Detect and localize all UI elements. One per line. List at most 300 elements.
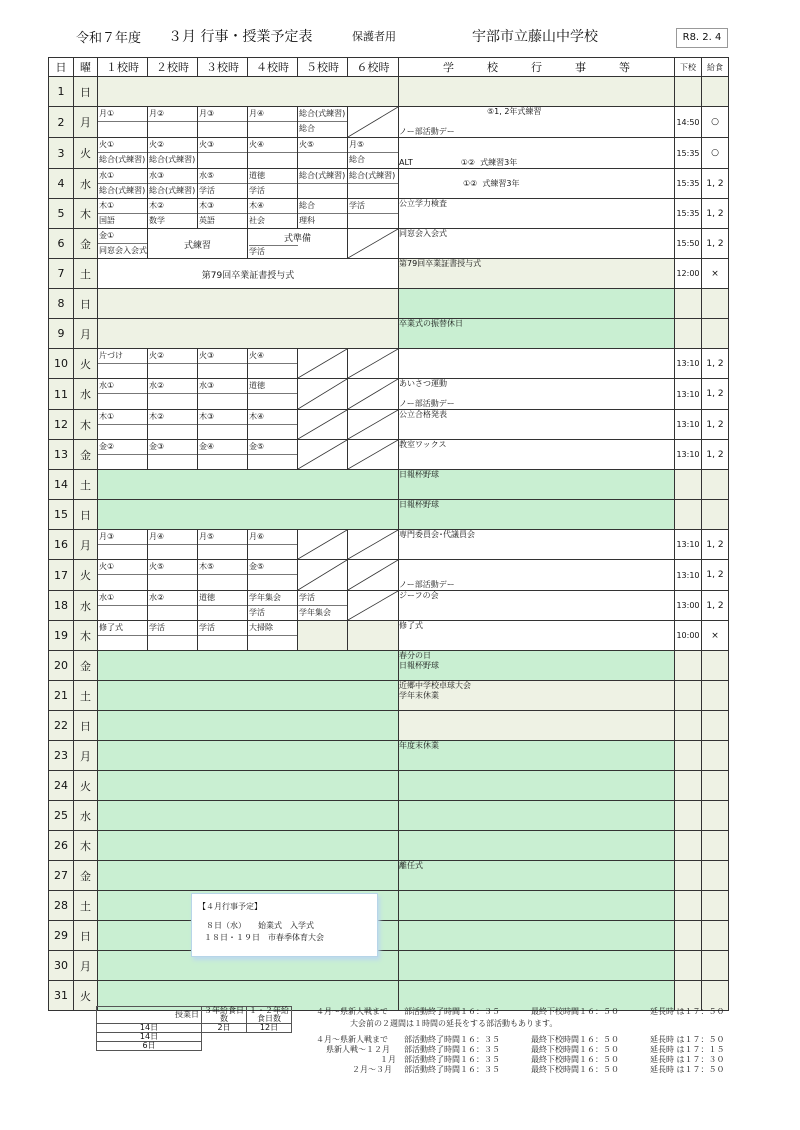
no-class-cell [98,741,399,771]
dismissal-time: 13:10 [675,560,702,591]
lunch-cell [702,711,729,741]
dismissal-time [675,319,702,349]
period-cell [248,138,298,169]
table-row [49,951,729,981]
weekday: 水 [74,591,98,621]
table-row [49,711,729,741]
graduation-ceremony-cell [98,259,399,289]
period-subject-sub: 学活 [249,186,265,195]
lunch-cell: 1, 2 [702,199,729,229]
table-row [49,107,729,138]
footer-hours-cell: １月 [380,1055,396,1064]
diagonal-slash [348,379,398,409]
day-number: 15 [49,500,74,530]
table-row [49,259,729,289]
lunch-cell: 1, 2 [702,169,729,199]
weekday: 木 [74,410,98,440]
april-events-note [191,893,378,957]
period-cell [198,379,248,410]
table-row [49,289,729,319]
summary-header: 授業日 [97,1007,202,1024]
period-cell [298,199,348,229]
period-subject: 火③ [198,349,247,364]
no-class-cell [98,500,399,530]
period-cell [348,349,399,379]
period-cell [248,169,298,199]
period-subject-sub: 英語 [199,216,215,225]
weekday: 木 [74,199,98,229]
period-cell [98,560,148,591]
period-subject: 学活 [198,621,247,636]
period-cell [198,169,248,199]
event-cell: ①② 式練習3年 [399,169,675,199]
no-class-cell [98,861,399,891]
summary-table [96,1006,292,1051]
period-subject: 金⑤ [248,560,297,575]
period-subject-sub: 学年集会 [299,608,331,617]
event-cell: 同窓会入会式 [399,229,675,259]
lunch-cell: 1, 2 [702,410,729,440]
period-cell [348,199,399,229]
period-subject: 月④ [148,530,197,545]
col-day: 日 [49,58,74,77]
diagonal-slash [348,591,398,620]
no-class-cell [98,831,399,861]
period-subject: 火② [148,138,197,153]
event-cell: 近郷中学校卓球大会 学年末休業 [399,681,675,711]
table-row [49,801,729,831]
period-subject: 総合(式練習) [298,107,347,122]
dismissal-time: 13:10 [675,440,702,470]
period-subject: 学活 [298,591,347,606]
day-number: 6 [49,229,74,259]
period-cell [348,410,399,440]
period-cell [248,591,298,621]
event-cell: ⑤1, 2年式練習 ノー部活動デー [399,107,675,138]
period-subject-sub: 総合(式練習) [99,186,146,195]
footer-hours-cell: 部活動終了時間１６：３５ [404,1055,500,1064]
period-cell [348,530,399,560]
diagonal-slash [298,410,347,439]
period-cell [248,410,298,440]
period-subject: 水② [148,379,197,394]
dismissal-time: 15:35 [675,199,702,229]
period-subject: 水① [98,169,147,184]
period-cell [198,138,248,169]
dismissal-time [675,951,702,981]
period-subject-sub: 総合(式練習) [149,186,196,195]
event-cell: あいさつ運動 ノー部活動デー [399,379,675,410]
weekday: 火 [74,981,98,1011]
day-number: 17 [49,560,74,591]
period-subject-sub: 総合 [299,124,315,133]
table-row [49,440,729,470]
day-number: 19 [49,621,74,651]
weekday: 金 [74,229,98,259]
summary-cell: 14日 [97,1024,202,1033]
period-subject: 総合(式練習) [348,169,398,184]
period-subject: 火⑤ [148,560,197,575]
period-cell [148,410,198,440]
period-subject: 木④ [248,199,297,214]
day-number: 18 [49,591,74,621]
period-subject: 水⑤ [198,169,247,184]
table-row [49,891,729,921]
event-cell: 公立合格発表 [399,410,675,440]
period-cell [148,199,198,229]
col-lunch: 給食 [702,58,729,77]
period-cell [198,440,248,470]
table-header-row [49,58,729,77]
period-subject: 木③ [198,410,247,425]
day-number: 20 [49,651,74,681]
event-cell: ジーフの会 [399,591,675,621]
dismissal-time: 13:10 [675,410,702,440]
period-cell [298,169,348,199]
period-subject: 木② [148,199,197,214]
note-title: 【４月行事予定】 [198,902,262,911]
period-subject: 月⑤ [348,138,398,153]
no-class-cell [98,801,399,831]
weekday: 月 [74,951,98,981]
footer-hours-cell: 延長時 は１７：５０ [650,1035,725,1044]
period-subject: 金② [98,440,147,455]
weekday: 金 [74,440,98,470]
period-subject: 総合 [298,199,347,214]
lunch-cell [702,921,729,951]
period-cell [298,530,348,560]
diagonal-slash [298,379,347,409]
dismissal-time: 14:50 [675,107,702,138]
school-name: 宇部市立藤山中学校 [472,29,598,45]
footer-hours-cell: 県新人戦～１２月 [326,1045,390,1054]
lunch-cell [702,951,729,981]
footer-extended-time: 延長時 は１７：５０ [650,1007,725,1016]
table-row [49,651,729,681]
dismissal-time: 13:10 [675,530,702,560]
day-number: 11 [49,379,74,410]
period-cell [198,621,248,651]
period-subject: 火② [148,349,197,364]
period-cell [248,560,298,591]
event-cell [399,711,675,741]
period-cell [98,379,148,410]
table-row [49,379,729,410]
event-cell [399,801,675,831]
period-subject: 学活 [148,621,197,636]
period-cell [198,107,248,138]
weekday: 日 [74,711,98,741]
event-cell: 離任式 [399,861,675,891]
period-cell [148,379,198,410]
period-cell [98,440,148,470]
period-cell [98,107,148,138]
lunch-cell: × [702,259,729,289]
dismissal-time [675,891,702,921]
day-number: 16 [49,530,74,560]
table-row [49,229,729,259]
weekday: 木 [74,831,98,861]
day-number: 5 [49,199,74,229]
event-cell: 公立学力検査 [399,199,675,229]
period-subject-sub: 学活 [249,245,298,257]
period-subject: 木① [98,410,147,425]
period-cell [248,349,298,379]
no-class-cell [98,470,399,500]
period-subject: 木③ [198,199,247,214]
table-row [49,831,729,861]
period-cell [198,349,248,379]
lunch-cell: 1, 2 [702,560,729,591]
period-cell [348,107,399,138]
dismissal-time: 15:50 [675,229,702,259]
event-cell [399,921,675,951]
table-row [49,741,729,771]
dismissal-time [675,77,702,107]
weekday: 日 [74,289,98,319]
weekday: 火 [74,349,98,379]
period-cell [248,621,298,651]
table-row [49,621,729,651]
col-period-3: ３校時 [198,58,248,77]
table-row [49,138,729,169]
table-row [49,861,729,891]
day-number: 12 [49,410,74,440]
period-cell [348,591,399,621]
weekday: 火 [74,138,98,169]
day-number: 1 [49,77,74,107]
period-subject: 道徳 [198,591,247,606]
footer-hours-cell: 部活動終了時間１６：３５ [404,1065,500,1074]
period-cell [148,530,198,560]
event-cell: 年度末休業 [399,741,675,771]
period-cell [248,440,298,470]
footer-club-time: 部活動終了時間１６：３５ [404,1007,500,1016]
lunch-cell [702,500,729,530]
col-events: 学 校 行 事 等 [399,58,675,77]
footer-club-label: ４月～県新人戦まで [316,1007,388,1016]
period-cell [348,169,399,199]
period-cell [298,410,348,440]
note-line: １８日・１９日 市春季体育大会 [204,933,324,942]
note-line: ８日（水） 始業式 入学式 [206,921,314,930]
dismissal-time: 15:35 [675,138,702,169]
lunch-cell [702,891,729,921]
event-cell: 卒業式の振替休日 [399,319,675,349]
diagonal-slash [348,440,398,469]
era-year: 令和７年度 [76,31,142,46]
period-subject-sub: 理科 [299,216,315,225]
event-cell: 日報杯野球 [399,500,675,530]
table-row [49,530,729,560]
weekday: 月 [74,530,98,560]
period-cell [348,229,399,259]
diagonal-slash [348,560,398,590]
period-subject: 水③ [148,169,197,184]
lunch-cell: ○ [702,138,729,169]
no-class-cell [98,681,399,711]
period-cell [98,410,148,440]
period-subject: 道徳 [248,379,297,394]
period-cell [198,530,248,560]
graduation-ceremony-label: 第79回卒業証書授与式 [201,271,295,281]
day-number: 24 [49,771,74,801]
period-subject-sub: 学活 [249,608,265,617]
period-subject: 火① [98,138,147,153]
period-subject: 月⑤ [198,530,247,545]
no-class-cell [98,711,399,741]
period-subject: 月③ [98,530,147,545]
event-cell: ALT ①② 式練習3年 [399,138,675,169]
period-cell [298,591,348,621]
dismissal-time: 13:10 [675,349,702,379]
period-subject-sub: 学活 [199,186,215,195]
table-row [49,500,729,530]
day-number: 28 [49,891,74,921]
period-cell [98,169,148,199]
lunch-cell: 1, 2 [702,379,729,410]
period-subject: 月③ [198,107,247,122]
dismissal-time: 13:10 [675,379,702,410]
event-cell [399,349,675,379]
event-cell: 日報杯野球 [399,470,675,500]
schedule-table [48,57,729,1011]
weekday: 土 [74,891,98,921]
day-number: 9 [49,319,74,349]
period-cell [298,107,348,138]
period-subject: 木⑤ [198,560,247,575]
period-subject-sub: 社会 [249,216,265,225]
day-number: 3 [49,138,74,169]
event-cell [399,771,675,801]
period-cell [298,621,348,651]
summary-cell: 12日 [247,1024,292,1033]
diagonal-slash [348,107,398,137]
period-cell [148,107,198,138]
event-cell: 第79回卒業証書授与式 [399,259,675,289]
footer-hours-cell: 最終下校時間１６：５０ [531,1045,619,1054]
footer-note: 大会前の２週間は１時間の延長をする部活動もあります。 [350,1019,558,1028]
period-cell [98,530,148,560]
table-row [49,77,729,107]
period-subject: 月① [98,107,147,122]
diagonal-slash [348,410,398,439]
period-subject-sub: 国語 [99,216,115,225]
lunch-cell [702,861,729,891]
weekday: 火 [74,771,98,801]
weekday: 土 [74,681,98,711]
day-number: 31 [49,981,74,1011]
period-subject: 水③ [198,379,247,394]
lunch-cell: × [702,621,729,651]
col-weekday: 曜 [74,58,98,77]
day-number: 2 [49,107,74,138]
day-number: 29 [49,921,74,951]
dismissal-time [675,801,702,831]
ceremony-prep-label: 式準備 [283,234,311,244]
weekday: 土 [74,259,98,289]
footer-hours-cell: 延長時 は１７：５０ [650,1065,725,1074]
weekday: 日 [74,921,98,951]
period-subject: 学年集会 [248,591,297,606]
no-class-cell [98,771,399,801]
dismissal-time [675,681,702,711]
footer-hours-cell: 最終下校時間１６：５０ [531,1055,619,1064]
event-cell: 修了式 [399,621,675,651]
event-cell [399,831,675,861]
no-class-cell [98,77,399,107]
dismissal-time [675,651,702,681]
summary-header: １・２年給食日数 [247,1007,292,1024]
period-subject-sub: 総合(式練習) [99,155,146,164]
dismissal-time: 13:00 [675,591,702,621]
footer-hours-cell: 部活動終了時間１６：３５ [404,1035,500,1044]
period-cell [98,349,148,379]
col-period-6: ６校時 [348,58,399,77]
ceremony-prep-cell [248,229,348,259]
summary-cell: 6日 [97,1042,202,1051]
day-number: 4 [49,169,74,199]
day-number: 14 [49,470,74,500]
period-cell [198,199,248,229]
period-cell [148,169,198,199]
weekday: 月 [74,741,98,771]
period-cell [148,591,198,621]
dismissal-time [675,741,702,771]
day-number: 30 [49,951,74,981]
weekday: 日 [74,500,98,530]
event-cell [399,891,675,921]
table-row [49,591,729,621]
period-cell [98,621,148,651]
period-subject: 金① [98,229,147,244]
event-cell: 春分の日 日報杯野球 [399,651,675,681]
col-period-1: １校時 [98,58,148,77]
lunch-cell [702,831,729,861]
weekday: 火 [74,560,98,591]
period-cell [248,379,298,410]
lunch-cell [702,681,729,711]
lunch-cell [702,801,729,831]
weekday: 土 [74,470,98,500]
period-subject: 金③ [148,440,197,455]
diagonal-slash [348,349,398,378]
period-cell [298,138,348,169]
diagonal-slash [348,229,398,258]
weekday: 金 [74,651,98,681]
period-cell [248,530,298,560]
event-cell [399,289,675,319]
day-number: 27 [49,861,74,891]
period-cell [148,138,198,169]
weekday: 水 [74,169,98,199]
col-period-4: ４校時 [248,58,298,77]
table-row [49,921,729,951]
event-cell: ノー部活動デー [399,560,675,591]
day-number: 7 [49,259,74,289]
diagonal-slash [298,530,347,559]
weekday: 水 [74,379,98,410]
dismissal-time [675,861,702,891]
day-number: 21 [49,681,74,711]
dismissal-time [675,831,702,861]
no-class-cell [98,289,399,319]
event-cell: 教室ワックス [399,440,675,470]
period-subject: 大掃除 [248,621,297,636]
period-cell [148,560,198,591]
lunch-cell [702,651,729,681]
period-cell [348,138,399,169]
